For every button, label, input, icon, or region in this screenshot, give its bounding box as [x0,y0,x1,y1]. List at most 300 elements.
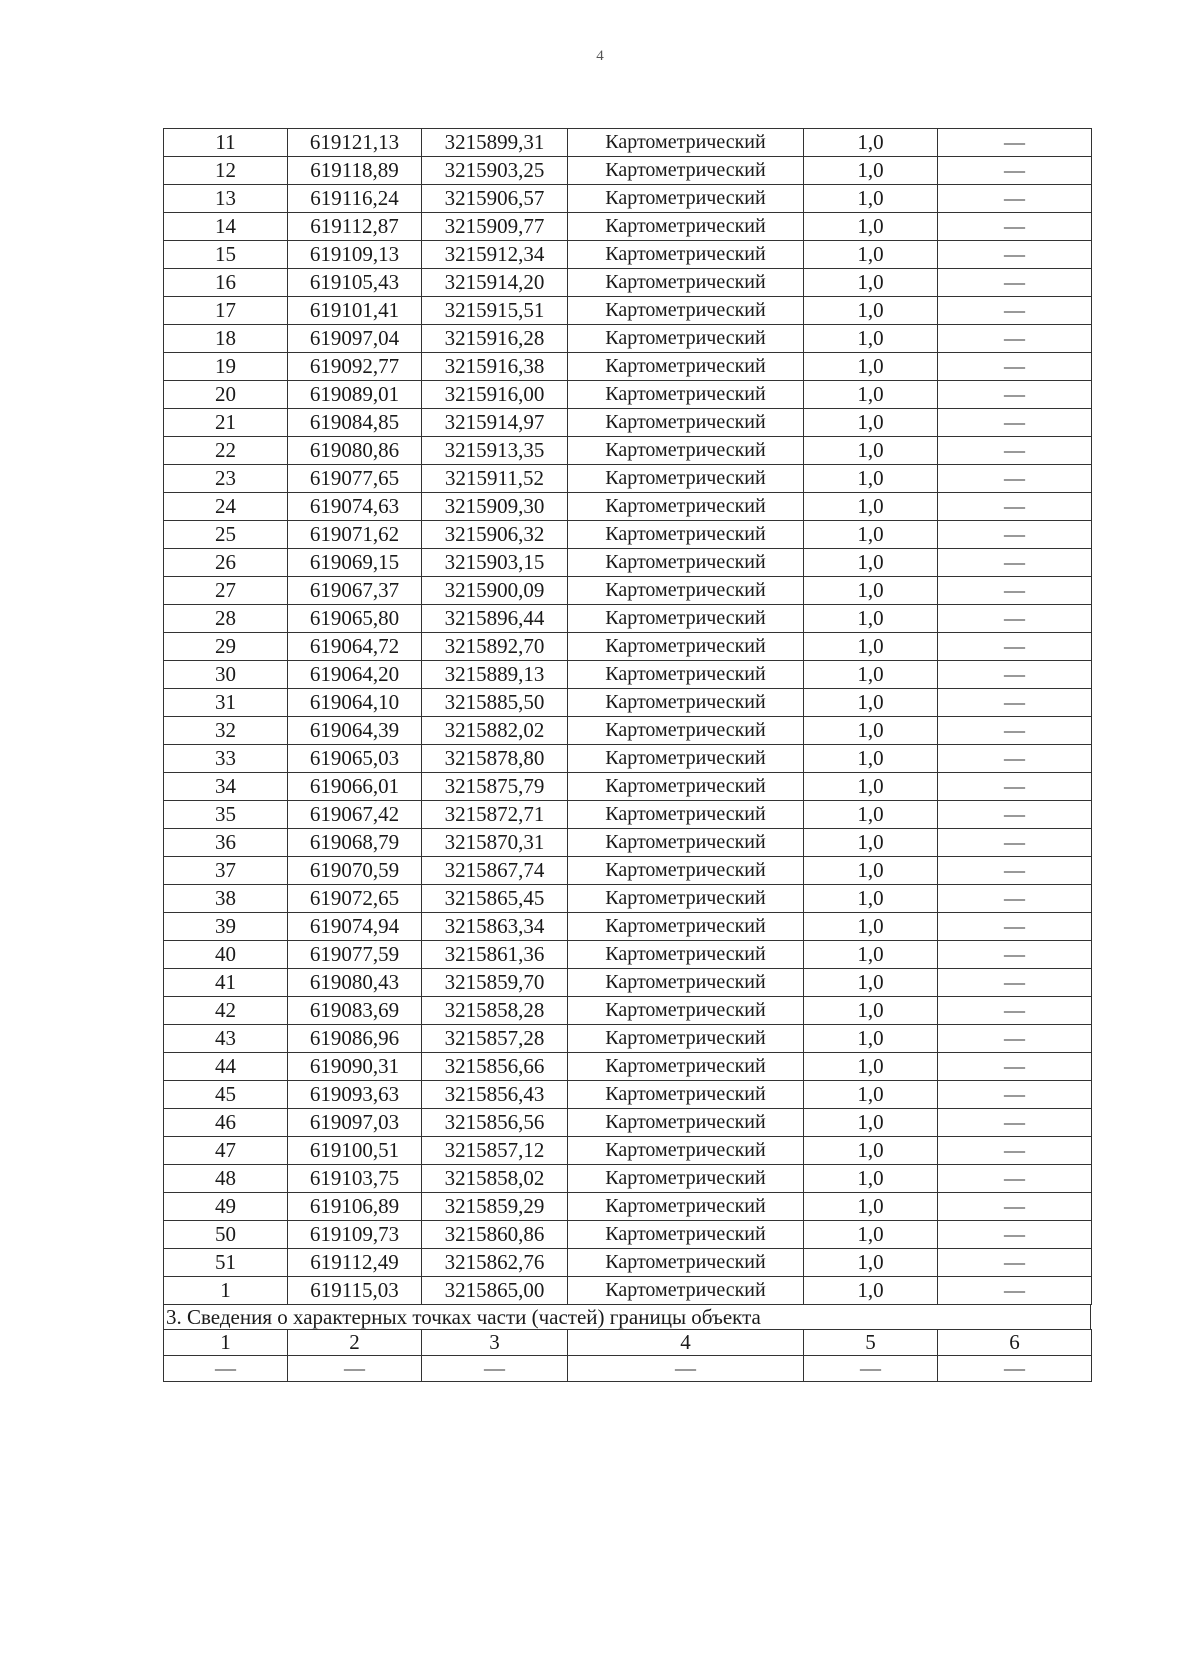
point-number-cell: 40 [164,941,288,969]
y-coordinate-cell: 3215903,25 [422,157,568,185]
table-row [164,381,1092,409]
x-coordinate-cell: 619074,94 [288,913,422,941]
table-row [164,577,1092,605]
point-number-cell: 11 [164,129,288,157]
table-row [164,717,1092,745]
method-cell: Картометрический [568,325,804,353]
x-coordinate-cell: 619065,80 [288,605,422,633]
point-number-cell: 21 [164,409,288,437]
method-cell: Картометрический [568,521,804,549]
method-cell: Картометрический [568,689,804,717]
accuracy-cell: 1,0 [804,157,938,185]
x-coordinate-cell: 619067,42 [288,801,422,829]
y-coordinate-cell: 3215862,76 [422,1249,568,1277]
method-cell: Картометрический [568,913,804,941]
note-cell: — [938,857,1092,885]
point-number-cell: 31 [164,689,288,717]
y-coordinate-cell: 3215858,02 [422,1165,568,1193]
point-number-cell: 13 [164,185,288,213]
accuracy-cell: 1,0 [804,493,938,521]
note-cell: — [938,1081,1092,1109]
note-cell: — [938,801,1092,829]
table-row [164,269,1092,297]
point-number-cell: 24 [164,493,288,521]
note-cell: — [938,269,1092,297]
y-coordinate-cell: 3215870,31 [422,829,568,857]
method-cell: Картометрический [568,577,804,605]
x-coordinate-cell: 619109,73 [288,1221,422,1249]
y-coordinate-cell: 3215863,34 [422,913,568,941]
table-row [164,465,1092,493]
x-coordinate-cell: 619068,79 [288,829,422,857]
x-coordinate-cell: 619103,75 [288,1165,422,1193]
point-number-cell: 16 [164,269,288,297]
accuracy-cell: 1,0 [804,605,938,633]
accuracy-cell: 1,0 [804,269,938,297]
accuracy-cell: 1,0 [804,1025,938,1053]
point-number-cell: 25 [164,521,288,549]
table-row [164,885,1092,913]
method-cell: Картометрический [568,465,804,493]
y-coordinate-cell: 3215909,30 [422,493,568,521]
point-number-cell: 28 [164,605,288,633]
note-cell: — [938,941,1092,969]
method-cell: Картометрический [568,969,804,997]
x-coordinate-cell: 619080,86 [288,437,422,465]
accuracy-cell: 1,0 [804,1137,938,1165]
part-table-empty-row [164,1356,1092,1382]
note-cell: — [938,129,1092,157]
y-coordinate-cell: 3215859,29 [422,1193,568,1221]
note-cell: — [938,745,1092,773]
x-coordinate-cell: 619112,87 [288,213,422,241]
method-cell: Картометрический [568,1109,804,1137]
part-table-header-row [164,1330,1092,1356]
method-cell: Картометрический [568,745,804,773]
y-coordinate-cell: 3215878,80 [422,745,568,773]
accuracy-cell: 1,0 [804,1081,938,1109]
point-number-cell: 43 [164,1025,288,1053]
x-coordinate-cell: 619112,49 [288,1249,422,1277]
note-cell: — [938,997,1092,1025]
accuracy-cell: 1,0 [804,437,938,465]
accuracy-cell: 1,0 [804,521,938,549]
x-coordinate-cell: 619072,65 [288,885,422,913]
point-number-cell: 45 [164,1081,288,1109]
table-row [164,689,1092,717]
x-coordinate-cell: 619077,65 [288,465,422,493]
method-cell: Картометрический [568,381,804,409]
part-header-cell: 4 [568,1330,804,1356]
accuracy-cell: 1,0 [804,717,938,745]
part-empty-cell: — [938,1356,1092,1382]
table-row [164,241,1092,269]
y-coordinate-cell: 3215906,57 [422,185,568,213]
accuracy-cell: 1,0 [804,633,938,661]
part-empty-cell: — [164,1356,288,1382]
y-coordinate-cell: 3215906,32 [422,521,568,549]
note-cell: — [938,549,1092,577]
note-cell: — [938,1025,1092,1053]
note-cell: — [938,521,1092,549]
note-cell: — [938,241,1092,269]
accuracy-cell: 1,0 [804,185,938,213]
method-cell: Картометрический [568,353,804,381]
x-coordinate-cell: 619064,72 [288,633,422,661]
y-coordinate-cell: 3215889,13 [422,661,568,689]
y-coordinate-cell: 3215856,56 [422,1109,568,1137]
accuracy-cell: 1,0 [804,1109,938,1137]
note-cell: — [938,773,1092,801]
accuracy-cell: 1,0 [804,829,938,857]
note-cell: — [938,1165,1092,1193]
note-cell: — [938,689,1092,717]
x-coordinate-cell: 619090,31 [288,1053,422,1081]
table-row [164,1053,1092,1081]
y-coordinate-cell: 3215914,20 [422,269,568,297]
accuracy-cell: 1,0 [804,409,938,437]
note-cell: — [938,1137,1092,1165]
table-row [164,185,1092,213]
note-cell: — [938,297,1092,325]
accuracy-cell: 1,0 [804,1277,938,1305]
note-cell: — [938,913,1092,941]
y-coordinate-cell: 3215856,43 [422,1081,568,1109]
x-coordinate-cell: 619097,03 [288,1109,422,1137]
method-cell: Картометрический [568,129,804,157]
accuracy-cell: 1,0 [804,297,938,325]
table-row [164,1081,1092,1109]
point-number-cell: 32 [164,717,288,745]
accuracy-cell: 1,0 [804,353,938,381]
note-cell: — [938,493,1092,521]
point-number-cell: 15 [164,241,288,269]
table-row [164,1277,1092,1305]
part-header-cell: 5 [804,1330,938,1356]
point-number-cell: 35 [164,801,288,829]
coordinates-document [163,128,1091,1382]
table-row [164,213,1092,241]
accuracy-cell: 1,0 [804,941,938,969]
x-coordinate-cell: 619092,77 [288,353,422,381]
accuracy-cell: 1,0 [804,857,938,885]
point-number-cell: 12 [164,157,288,185]
point-number-cell: 29 [164,633,288,661]
y-coordinate-cell: 3215867,74 [422,857,568,885]
accuracy-cell: 1,0 [804,129,938,157]
table-row [164,325,1092,353]
note-cell: — [938,577,1092,605]
x-coordinate-cell: 619106,89 [288,1193,422,1221]
accuracy-cell: 1,0 [804,325,938,353]
y-coordinate-cell: 3215860,86 [422,1221,568,1249]
point-number-cell: 38 [164,885,288,913]
table-row [164,941,1092,969]
note-cell: — [938,661,1092,689]
table-row [164,493,1092,521]
point-number-cell: 49 [164,1193,288,1221]
table-row [164,605,1092,633]
method-cell: Картометрический [568,1165,804,1193]
table-row [164,1137,1092,1165]
table-row [164,409,1092,437]
x-coordinate-cell: 619065,03 [288,745,422,773]
x-coordinate-cell: 619101,41 [288,297,422,325]
accuracy-cell: 1,0 [804,1165,938,1193]
table-row [164,661,1092,689]
method-cell: Картометрический [568,1081,804,1109]
table-row [164,353,1092,381]
note-cell: — [938,465,1092,493]
method-cell: Картометрический [568,185,804,213]
part-header-cell: 3 [422,1330,568,1356]
method-cell: Картометрический [568,717,804,745]
method-cell: Картометрический [568,829,804,857]
accuracy-cell: 1,0 [804,381,938,409]
method-cell: Картометрический [568,1221,804,1249]
y-coordinate-cell: 3215859,70 [422,969,568,997]
method-cell: Картометрический [568,1277,804,1305]
method-cell: Картометрический [568,437,804,465]
point-number-cell: 50 [164,1221,288,1249]
method-cell: Картометрический [568,1193,804,1221]
point-number-cell: 48 [164,1165,288,1193]
part-empty-cell: — [422,1356,568,1382]
accuracy-cell: 1,0 [804,689,938,717]
method-cell: Картометрический [568,941,804,969]
method-cell: Картометрический [568,661,804,689]
note-cell: — [938,1109,1092,1137]
table-row [164,969,1092,997]
note-cell: — [938,185,1092,213]
accuracy-cell: 1,0 [804,801,938,829]
table-row [164,857,1092,885]
point-number-cell: 1 [164,1277,288,1305]
point-number-cell: 34 [164,773,288,801]
method-cell: Картометрический [568,885,804,913]
method-cell: Картометрический [568,157,804,185]
x-coordinate-cell: 619105,43 [288,269,422,297]
method-cell: Картометрический [568,493,804,521]
y-coordinate-cell: 3215865,00 [422,1277,568,1305]
point-number-cell: 14 [164,213,288,241]
note-cell: — [938,213,1092,241]
method-cell: Картометрический [568,269,804,297]
accuracy-cell: 1,0 [804,745,938,773]
coordinates-table [163,128,1092,1305]
accuracy-cell: 1,0 [804,661,938,689]
table-row [164,773,1092,801]
x-coordinate-cell: 619116,24 [288,185,422,213]
accuracy-cell: 1,0 [804,1053,938,1081]
point-number-cell: 33 [164,745,288,773]
accuracy-cell: 1,0 [804,577,938,605]
x-coordinate-cell: 619064,20 [288,661,422,689]
x-coordinate-cell: 619071,62 [288,521,422,549]
point-number-cell: 22 [164,437,288,465]
table-row [164,1193,1092,1221]
y-coordinate-cell: 3215914,97 [422,409,568,437]
table-row [164,913,1092,941]
y-coordinate-cell: 3215875,79 [422,773,568,801]
y-coordinate-cell: 3215872,71 [422,801,568,829]
page-number: 4 [596,48,604,64]
table-row [164,829,1092,857]
note-cell: — [938,437,1092,465]
table-row [164,1109,1092,1137]
point-number-cell: 26 [164,549,288,577]
method-cell: Картометрический [568,409,804,437]
x-coordinate-cell: 619100,51 [288,1137,422,1165]
x-coordinate-cell: 619084,85 [288,409,422,437]
x-coordinate-cell: 619080,43 [288,969,422,997]
y-coordinate-cell: 3215913,35 [422,437,568,465]
point-number-cell: 46 [164,1109,288,1137]
table-row [164,437,1092,465]
table-row [164,1165,1092,1193]
x-coordinate-cell: 619118,89 [288,157,422,185]
part-header-cell: 1 [164,1330,288,1356]
point-number-cell: 47 [164,1137,288,1165]
y-coordinate-cell: 3215882,02 [422,717,568,745]
accuracy-cell: 1,0 [804,241,938,269]
point-number-cell: 37 [164,857,288,885]
method-cell: Картометрический [568,1053,804,1081]
section-3-title: 3. Сведения о характерных точках части (частей) границы объекта [163,1305,1091,1329]
method-cell: Картометрический [568,857,804,885]
method-cell: Картометрический [568,1249,804,1277]
table-row [164,1249,1092,1277]
x-coordinate-cell: 619093,63 [288,1081,422,1109]
note-cell: — [938,717,1092,745]
method-cell: Картометрический [568,241,804,269]
method-cell: Картометрический [568,801,804,829]
part-header-cell: 6 [938,1330,1092,1356]
y-coordinate-cell: 3215865,45 [422,885,568,913]
x-coordinate-cell: 619074,63 [288,493,422,521]
point-number-cell: 17 [164,297,288,325]
x-coordinate-cell: 619064,10 [288,689,422,717]
note-cell: — [938,1193,1092,1221]
method-cell: Картометрический [568,633,804,661]
table-row [164,521,1092,549]
point-number-cell: 23 [164,465,288,493]
x-coordinate-cell: 619097,04 [288,325,422,353]
coordinates-table-body [164,129,1092,1305]
point-number-cell: 39 [164,913,288,941]
table-row [164,1025,1092,1053]
part-header-cell: 2 [288,1330,422,1356]
y-coordinate-cell: 3215916,00 [422,381,568,409]
x-coordinate-cell: 619069,15 [288,549,422,577]
accuracy-cell: 1,0 [804,465,938,493]
x-coordinate-cell: 619086,96 [288,1025,422,1053]
point-number-cell: 27 [164,577,288,605]
note-cell: — [938,605,1092,633]
x-coordinate-cell: 619070,59 [288,857,422,885]
part-boundary-points-table [163,1329,1092,1382]
y-coordinate-cell: 3215856,66 [422,1053,568,1081]
y-coordinate-cell: 3215857,12 [422,1137,568,1165]
table-row [164,745,1092,773]
y-coordinate-cell: 3215916,38 [422,353,568,381]
method-cell: Картометрический [568,605,804,633]
accuracy-cell: 1,0 [804,549,938,577]
accuracy-cell: 1,0 [804,1249,938,1277]
x-coordinate-cell: 619066,01 [288,773,422,801]
method-cell: Картометрический [568,549,804,577]
x-coordinate-cell: 619121,13 [288,129,422,157]
y-coordinate-cell: 3215885,50 [422,689,568,717]
table-row [164,549,1092,577]
note-cell: — [938,381,1092,409]
x-coordinate-cell: 619067,37 [288,577,422,605]
note-cell: — [938,409,1092,437]
table-row [164,997,1092,1025]
part-empty-cell: — [804,1356,938,1382]
note-cell: — [938,157,1092,185]
y-coordinate-cell: 3215858,28 [422,997,568,1025]
point-number-cell: 18 [164,325,288,353]
note-cell: — [938,885,1092,913]
note-cell: — [938,325,1092,353]
y-coordinate-cell: 3215916,28 [422,325,568,353]
note-cell: — [938,969,1092,997]
y-coordinate-cell: 3215911,52 [422,465,568,493]
y-coordinate-cell: 3215896,44 [422,605,568,633]
y-coordinate-cell: 3215909,77 [422,213,568,241]
table-row [164,801,1092,829]
note-cell: — [938,1053,1092,1081]
method-cell: Картометрический [568,997,804,1025]
x-coordinate-cell: 619064,39 [288,717,422,745]
x-coordinate-cell: 619109,13 [288,241,422,269]
accuracy-cell: 1,0 [804,997,938,1025]
y-coordinate-cell: 3215857,28 [422,1025,568,1053]
point-number-cell: 30 [164,661,288,689]
accuracy-cell: 1,0 [804,885,938,913]
accuracy-cell: 1,0 [804,1193,938,1221]
point-number-cell: 44 [164,1053,288,1081]
table-row [164,1221,1092,1249]
y-coordinate-cell: 3215892,70 [422,633,568,661]
accuracy-cell: 1,0 [804,969,938,997]
point-number-cell: 19 [164,353,288,381]
note-cell: — [938,353,1092,381]
y-coordinate-cell: 3215903,15 [422,549,568,577]
method-cell: Картометрический [568,1137,804,1165]
part-empty-cell: — [288,1356,422,1382]
y-coordinate-cell: 3215912,34 [422,241,568,269]
part-empty-cell: — [568,1356,804,1382]
x-coordinate-cell: 619077,59 [288,941,422,969]
point-number-cell: 41 [164,969,288,997]
note-cell: — [938,633,1092,661]
table-row [164,297,1092,325]
point-number-cell: 36 [164,829,288,857]
point-number-cell: 42 [164,997,288,1025]
point-number-cell: 20 [164,381,288,409]
table-row [164,633,1092,661]
note-cell: — [938,1249,1092,1277]
accuracy-cell: 1,0 [804,1221,938,1249]
point-number-cell: 51 [164,1249,288,1277]
x-coordinate-cell: 619115,03 [288,1277,422,1305]
table-row [164,157,1092,185]
method-cell: Картометрический [568,773,804,801]
method-cell: Картометрический [568,297,804,325]
accuracy-cell: 1,0 [804,213,938,241]
